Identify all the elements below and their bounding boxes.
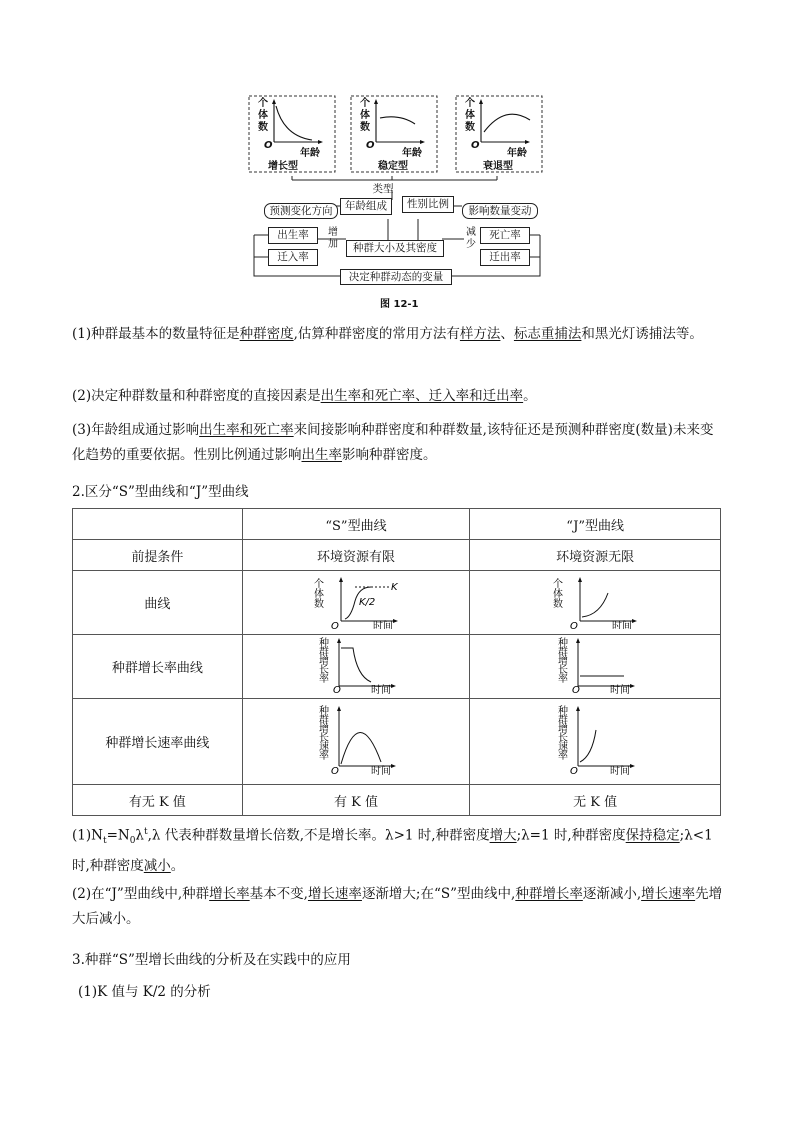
note-1: $(1)N_t=N_0\lambda^t,\lambda$ 代表种群数量增长倍数,不是增长率。λ>1 时,种群密度增大;λ=1 时,种群密度保持稳定;λ<1 时,种群密度减小。 — [72, 827, 713, 875]
predict-box: 预测变化方向 — [264, 203, 338, 219]
svg-text:体: 体 — [553, 588, 564, 600]
heading-3: 3.种群“S”型增长曲线的分析及在实践中的应用 — [72, 952, 351, 968]
panel1-x: 年龄 — [300, 148, 320, 159]
svg-text:长: 长 — [558, 664, 569, 676]
table-header-row — [73, 509, 721, 540]
svg-text:率: 率 — [318, 750, 329, 762]
table-cell: 曲线 — [73, 571, 243, 635]
panel3-y: 个体数 — [465, 98, 475, 133]
svg-text:O: O — [570, 765, 579, 777]
curve-table — [72, 508, 721, 816]
svg-text:时间: 时间 — [610, 684, 631, 694]
svg-text:个: 个 — [553, 578, 564, 590]
panel2-x: 年龄 — [402, 148, 422, 159]
svg-text:数: 数 — [553, 598, 564, 610]
s-rate-graph — [311, 636, 401, 694]
table-cell: 无 K 值 — [470, 785, 721, 816]
table-row — [73, 699, 721, 785]
emigrate-box: 迁出率 — [480, 249, 530, 266]
table-row — [73, 571, 721, 635]
center-box: 种群大小及其密度 — [346, 240, 444, 257]
table-cell: 环境资源有限 — [242, 540, 470, 571]
panel3-x: 年龄 — [507, 148, 527, 159]
svg-text:时间: 时间 — [610, 765, 631, 777]
birth-box: 出生率 — [268, 227, 318, 244]
panel2-o: O — [366, 140, 375, 151]
j-speed-graph — [550, 702, 640, 778]
immigrate-box: 迁入率 — [268, 249, 318, 266]
col-j: “J”型曲线 — [470, 509, 721, 540]
svg-text:O: O — [572, 684, 581, 694]
svg-text:K/2: K/2 — [358, 596, 376, 608]
svg-text:增: 增 — [318, 723, 329, 735]
table-cell: 有 K 值 — [242, 785, 470, 816]
table-row — [73, 635, 721, 699]
table-row — [73, 785, 721, 816]
panel2-y: 个体数 — [360, 98, 370, 133]
para-2: (2)决定种群数量和种群密度的直接因素是出生率和死亡率、迁入率和迁出率。 — [72, 388, 537, 404]
svg-text:群: 群 — [558, 714, 569, 726]
note-2: (2)在“J”型曲线中,种群增长率基本不变,增长速率逐渐增大;在“S”型曲线中,种群增长率逐渐减小,增长速率先增大后减小。 — [72, 886, 723, 927]
panel3-type: 衰退型 — [483, 161, 513, 172]
table-cell — [73, 509, 243, 540]
svg-text:K: K — [390, 581, 398, 593]
svg-text:长: 长 — [318, 664, 329, 676]
increase-label: 增加 — [328, 227, 338, 250]
s-curve-graph — [311, 573, 401, 629]
panel2-type: 稳定型 — [378, 161, 408, 172]
type-box: 类型 — [372, 183, 394, 195]
svg-text:种: 种 — [318, 705, 329, 717]
table-cell: 前提条件 — [73, 540, 243, 571]
svg-text:增: 增 — [558, 723, 569, 735]
svg-text:种: 种 — [318, 637, 329, 649]
table-cell — [470, 699, 721, 785]
figure-caption: 图 12-1 — [380, 299, 419, 310]
svg-text:时间: 时间 — [612, 620, 633, 629]
svg-text:群: 群 — [318, 646, 329, 658]
svg-text:率: 率 — [558, 673, 569, 685]
svg-text:长: 长 — [558, 732, 569, 744]
heading-2: 2.区分“S”型曲线和“J”型曲线 — [72, 484, 249, 500]
svg-text:数: 数 — [313, 598, 324, 610]
svg-text:群: 群 — [318, 714, 329, 726]
table-cell — [470, 571, 721, 635]
para-1: (1)种群最基本的数量特征是种群密度,估算种群密度的常用方法有样方法、标志重捕法和黑光灯诱捕法等。 — [72, 326, 703, 342]
panel1-o: O — [264, 140, 273, 151]
age-box: 年龄组成 — [340, 198, 392, 215]
panel1-type: 增长型 — [268, 161, 298, 172]
svg-text:体: 体 — [313, 588, 324, 600]
table-cell: 有无 K 值 — [73, 785, 243, 816]
svg-text:O: O — [332, 684, 341, 694]
affect-box: 影响数量变动 — [462, 203, 538, 219]
table-cell: 环境资源无限 — [470, 540, 721, 571]
table-cell: 种群增长率曲线 — [73, 635, 243, 699]
svg-text:O: O — [330, 765, 339, 777]
svg-text:时间: 时间 — [370, 765, 391, 777]
table-row — [73, 540, 721, 571]
table-cell: 种群增长速率曲线 — [73, 699, 243, 785]
sex-box: 性别比例 — [402, 196, 454, 213]
col-s: “S”型曲线 — [242, 509, 470, 540]
svg-text:率: 率 — [318, 673, 329, 685]
death-box: 死亡率 — [480, 227, 530, 244]
j-curve-graph — [550, 573, 640, 629]
svg-text:长: 长 — [318, 732, 329, 744]
panel1-y: 个体数 — [258, 98, 268, 133]
svg-text:O: O — [330, 620, 339, 629]
j-rate-graph — [550, 636, 640, 694]
svg-text:种: 种 — [558, 637, 569, 649]
svg-text:群: 群 — [558, 646, 569, 658]
panel3-o: O — [471, 140, 480, 151]
decide-box: 决定种群动态的变量 — [340, 269, 452, 285]
para-3: (3)年龄组成通过影响出生率和死亡率来间接影响种群密度和种群数量,该特征还是预测种群密度(数量)未来变化趋势的重要依据。性别比例通过影响出生率影响种群密度。 — [72, 422, 714, 463]
svg-text:个: 个 — [313, 578, 324, 590]
svg-text:速: 速 — [318, 741, 329, 753]
table-cell — [242, 571, 470, 635]
table-cell — [242, 635, 470, 699]
table-cell — [470, 635, 721, 699]
svg-text:增: 增 — [318, 655, 329, 667]
svg-text:时间: 时间 — [372, 620, 393, 629]
svg-text:速: 速 — [558, 741, 569, 753]
sub-heading-3: (1)K 值与 K/2 的分析 — [78, 984, 211, 1000]
decrease-label: 减少 — [466, 227, 476, 250]
table-cell — [242, 699, 470, 785]
svg-text:时间: 时间 — [370, 684, 391, 694]
s-speed-graph — [311, 702, 401, 778]
svg-text:O: O — [570, 620, 579, 629]
svg-text:增: 增 — [558, 655, 569, 667]
svg-text:率: 率 — [558, 750, 569, 762]
svg-text:种: 种 — [558, 705, 569, 717]
